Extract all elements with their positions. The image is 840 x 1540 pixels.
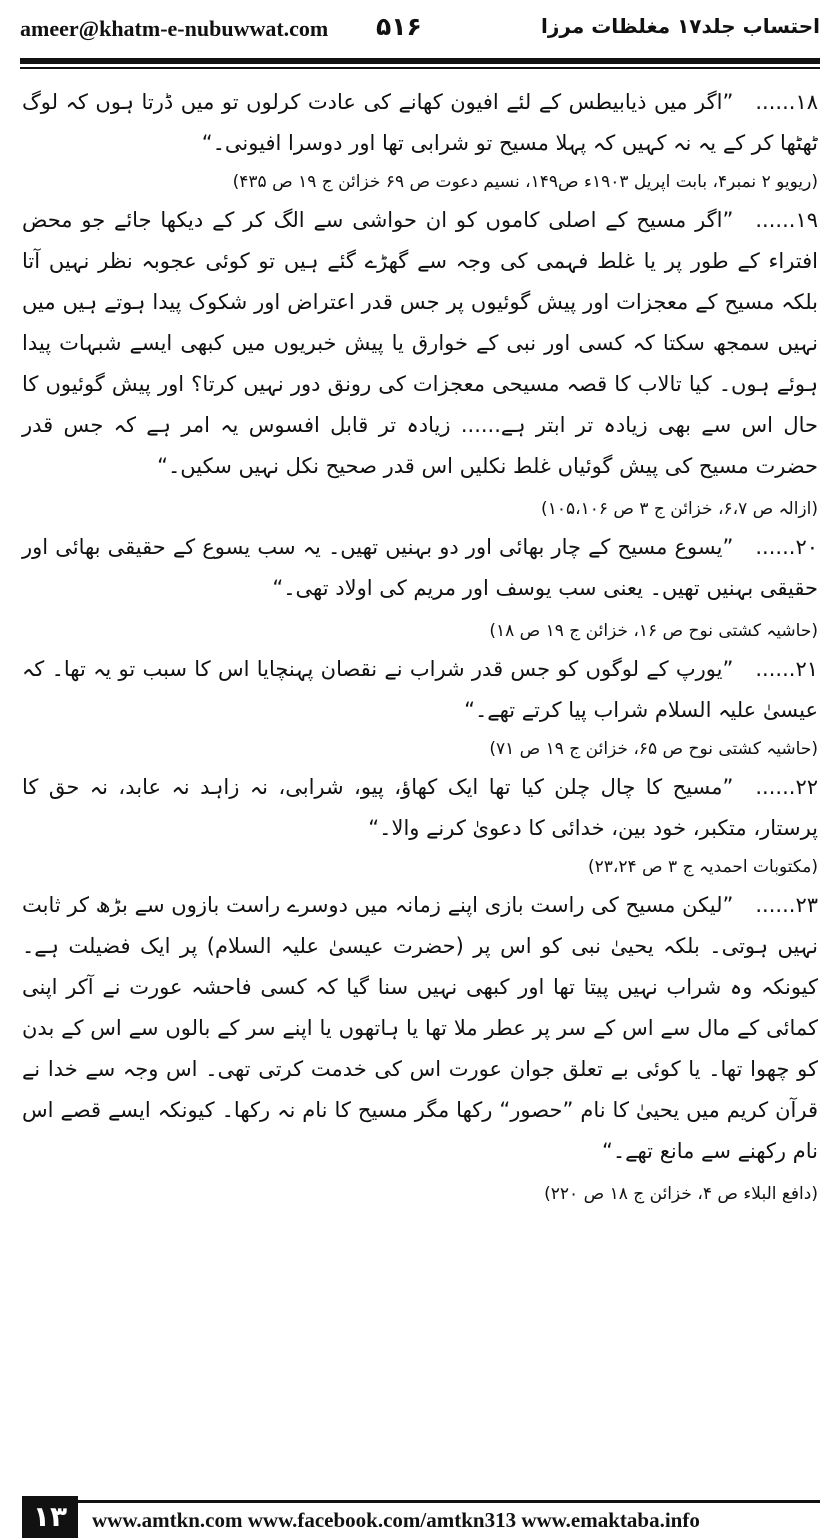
entry-22 [22, 767, 818, 849]
entry-number: ۱۹...... [755, 208, 818, 232]
header-book-title: احتساب جلد۱۷ مغلظات مرزا [541, 14, 820, 38]
header-rule-thick [20, 58, 820, 64]
entry-number: ۲۰...... [755, 535, 818, 559]
entry-18 [22, 82, 818, 164]
header-page-number: ۵۱۶ [376, 12, 422, 41]
entry-reference: (دافع البلاء ص ۴، خزائن ج ۱۸ ص ۲۲۰) [544, 1184, 818, 1204]
entry-quote: ”اگر مسیح کے اصلی کاموں کو ان حواشی سے الگ کر کے دیکھا جائے جو محض افتراء کے طور پر یا غلط فہمی کی وجہ سے گھڑے گئے ہیں تو کوئی عجوبہ نظر نہیں آتا بلکہ مسیح کے معجزات اور پیش گوئیوں پر جس قدر اعتراض اور شکوک پیدا ہوتے ہیں میں نہیں سمجھ سکتا کہ کسی اور نبی کے خوارق یا پیش خبریوں میں کبھی ایسے شبہات پیدا ہوئے ہوں۔ کیا تالاب کا قصہ مسیحی معجزات کی رونق دور نہیں کرتا؟ اور پیش گوئیوں کا حال اس سے بھی زیادہ تر ابتر ہے...... زیادہ تر قابل افسوس یہ امر ہے کہ جس قدر حضرت مسیح کی پیش گوئیاں غلط نکلیں اس قدر صحیح نکل نہیں سکیں۔“ [22, 208, 818, 478]
header-email: ameer@khatm-e-nubuwwat.com [20, 16, 329, 41]
entry-23 [22, 885, 818, 1172]
entry-quote: ”لیکن مسیح کی راست بازی اپنے زمانہ میں دوسرے راست بازوں سے بڑھ کر ثابت نہیں ہوتی۔ بلکہ یحییٰ نبی کو اس پر (حضرت عیسیٰ علیہ السلام) پر ایک فضیلت ہے۔ کیونکہ وہ شراب نہیں پیتا تھا اور کبھی نہیں سنا گیا کہ کسی فاحشہ عورت نے آکر اپنی کمائی کے مال سے اس کے سر پر عطر ملا تھا یا ہاتھوں یا اپنے سر کے بالوں سے اس کے بدن کو چھوا تھا۔ یا کوئی بے تعلق جوان عورت اس کی خدمت کرتی تھی۔ اس وجہ سے خدا نے قرآن کریم میں یحییٰ کا نام ”حصور“ رکھا مگر مسیح کا نام نہ رکھا۔ کیونکہ ایسے قصے اس نام رکھنے سے مانع تھے۔“ [22, 893, 818, 1163]
footer-rule [78, 1500, 820, 1503]
entry-reference: (حاشیہ کشتی نوح ص ۶۵، خزائن ج ۱۹ ص ۷۱) [489, 739, 818, 759]
entry-reference: (مکتوبات احمدیہ ج ۳ ص ۲۳،۲۴) [588, 857, 818, 877]
entry-quote: ”مسیح کا چال چلن کیا تھا ایک کھاؤ، پیو، شرابی، نہ زاہد نہ عابد، نہ حق کا پرستار، متکبر، خود بین، خدائی کا دعویٰ کرنے والا۔“ [22, 775, 818, 840]
body-text [22, 82, 818, 1212]
entry-number: ۲۱...... [755, 657, 818, 681]
entry-number: ۲۳...... [755, 893, 818, 917]
entry-reference: (حاشیہ کشتی نوح ص ۱۶، خزائن ج ۱۹ ص ۱۸) [489, 621, 818, 641]
page-header [20, 14, 820, 52]
entry-number: ۱۸...... [755, 90, 818, 114]
entry-quote: ”یورپ کے لوگوں کو جس قدر شراب نے نقصان پہنچایا اس کا سبب تو یہ تھا۔ کہ عیسیٰ علیہ السلام شراب پیا کرتے تھے۔“ [22, 657, 818, 722]
header-rule-thin [20, 67, 820, 69]
entry-reference: (ریویو ۲ نمبر۴، بابت اپریل ۱۹۰۳ء ص۱۴۹، نسیم دعوت ص ۶۹ خزائن ج ۱۹ ص ۴۳۵) [232, 172, 818, 192]
footer-page-box: ۱۳ [22, 1496, 78, 1538]
entry-20 [22, 527, 818, 609]
entry-19 [22, 200, 818, 487]
entry-quote: ”اگر میں ذیابیطس کے لئے افیون کھانے کی عادت کرلوں تو میں ڈرتا ہوں کہ لوگ ٹھٹھا کر کے یہ نہ کہیں کہ پہلا مسیح تو شرابی تھا اور دوسرا افیونی۔“ [22, 90, 818, 155]
entry-reference: (ازالہ ص ۶،۷، خزائن ج ۳ ص ۱۰۵،۱۰۶) [541, 499, 818, 519]
footer-links: www.amtkn.com www.facebook.com/amtkn313 www.emaktaba.info [92, 1508, 700, 1532]
entry-number: ۲۲...... [755, 775, 818, 799]
entry-21 [22, 649, 818, 731]
entry-quote: ”یسوع مسیح کے چار بھائی اور دو بہنیں تھیں۔ یہ سب یسوع کے حقیقی بھائی اور حقیقی بہنیں تھیں۔ یعنی سب یوسف اور مریم کی اولاد تھی۔“ [22, 535, 818, 600]
